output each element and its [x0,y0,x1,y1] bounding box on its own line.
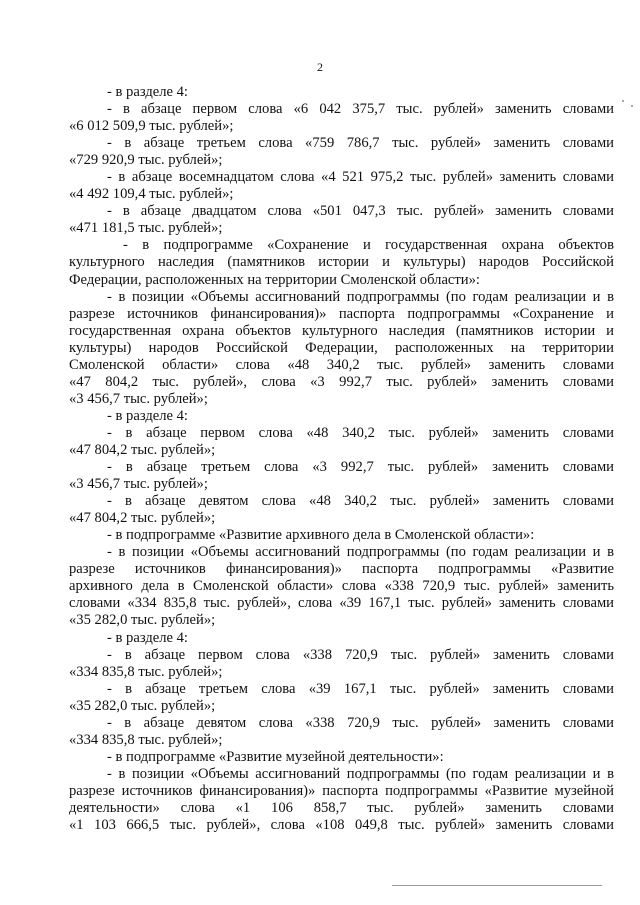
document-line: разрезе источников финансирования)» паспорта подпрограммы «Развитие музейной [69,782,614,799]
document-line: культуры) народов Российской Федерации, расположенных на территории [69,339,614,356]
document-line: - в разделе 4: [107,629,188,646]
document-line: - в позиции «Объемы ассигнований подпрограммы (по годам реализации и в [107,288,614,305]
document-line: - в позиции «Объемы ассигнований подпрограммы (по годам реализации и в [107,765,614,782]
document-line: государственная охрана объектов культурного наследия (памятников истории и [69,322,614,339]
document-line: «729 920,9 тыс. рублей»; [69,152,223,169]
document-line: Смоленской области» слова «48 340,2 тыс. рублей» заменить словами [69,356,614,373]
document-line: «47 804,2 тыс. рублей»; [69,510,216,527]
document-line: «35 282,0 тыс. рублей»; [69,697,216,714]
document-line: - в подпрограмме «Развитие архивного дела в Смоленской области»: [107,527,535,544]
document-line: «1 103 666,5 тыс. рублей», слова «108 049,8 тыс. рублей» заменить словами [69,817,614,834]
document-line: - в абзаце двадцатом слова «501 047,3 тыс. рублей» заменить словами [107,203,614,220]
scan-speck [622,100,624,102]
document-line: «35 282,0 тыс. рублей»; [69,612,216,629]
document-line: «471 181,5 тыс. рублей»; [69,220,223,237]
document-line: деятельности» слова «1 106 858,7 тыс. рублей» заменить словами [69,799,614,816]
document-line: - в абзаце третьем слова «3 992,7 тыс. рублей» заменить словами [107,459,614,476]
document-line: - в абзаце первом слова «6 042 375,7 тыс. рублей» заменить словами [107,101,614,118]
document-line: «3 456,7 тыс. рублей»; [69,390,208,407]
scan-speck [631,105,633,107]
document-line: - в абзаце девятом слова «48 340,2 тыс. рублей» заменить словами [107,493,614,510]
document-line: - в разделе 4: [107,407,188,424]
document-line: Федерации, расположенных на территории Смоленской области»: [69,271,480,288]
document-line: - в подпрограмме «Сохранение и государственная охрана объектов [123,237,614,254]
document-line: - в абзаце восемнадцатом слова «4 521 975,2 тыс. рублей» заменить словами [107,169,614,186]
document-line: словами «334 835,8 тыс. рублей», слова «39 167,1 тыс. рублей» заменить словами [69,595,614,612]
document-line: - в абзаце девятом слова «338 720,9 тыс. рублей» заменить словами [107,714,614,731]
document-line: - в абзаце третьем слова «39 167,1 тыс. рублей» заменить словами [107,680,614,697]
document-line: «4 492 109,4 тыс. рублей»; [69,186,234,203]
document-line: «334 835,8 тыс. рублей»; [69,731,223,748]
document-line: «334 835,8 тыс. рублей»; [69,663,223,680]
document-line: культурного наследия (памятников истории и культуры) народов Российской [69,254,614,271]
page-number: 2 [317,60,323,74]
document-line: «3 456,7 тыс. рублей»; [69,476,208,493]
document-line: - в разделе 4: [107,84,188,100]
document-line: архивного дела в Смоленской области» слова «338 720,9 тыс. рублей» заменить [69,578,614,595]
document-line: «6 012 509,9 тыс. рублей»; [69,118,234,135]
footer-rule [392,885,602,886]
document-line: разрезе источников финансирования)» паспорта подпрограммы «Сохранение и [69,305,614,322]
document-line: - в абзаце первом слова «48 340,2 тыс. рублей» заменить словами [107,424,614,441]
document-line: «47 804,2 тыс. рублей», слова «3 992,7 тыс. рублей» заменить словами [69,373,614,390]
document-line: - в абзаце первом слова «338 720,9 тыс. рублей» заменить словами [107,646,614,663]
document-body [69,84,614,834]
document-line: «47 804,2 тыс. рублей»; [69,441,216,458]
document-line: - в абзаце третьем слова «759 786,7 тыс. рублей» заменить словами [107,135,614,152]
document-line: разрезе источников финансирования)» паспорта подпрограммы «Развитие [69,561,614,578]
document-line: - в подпрограмме «Развитие музейной деятельности»: [107,748,444,765]
document-line: - в позиции «Объемы ассигнований подпрограммы (по годам реализации и в [107,544,614,561]
